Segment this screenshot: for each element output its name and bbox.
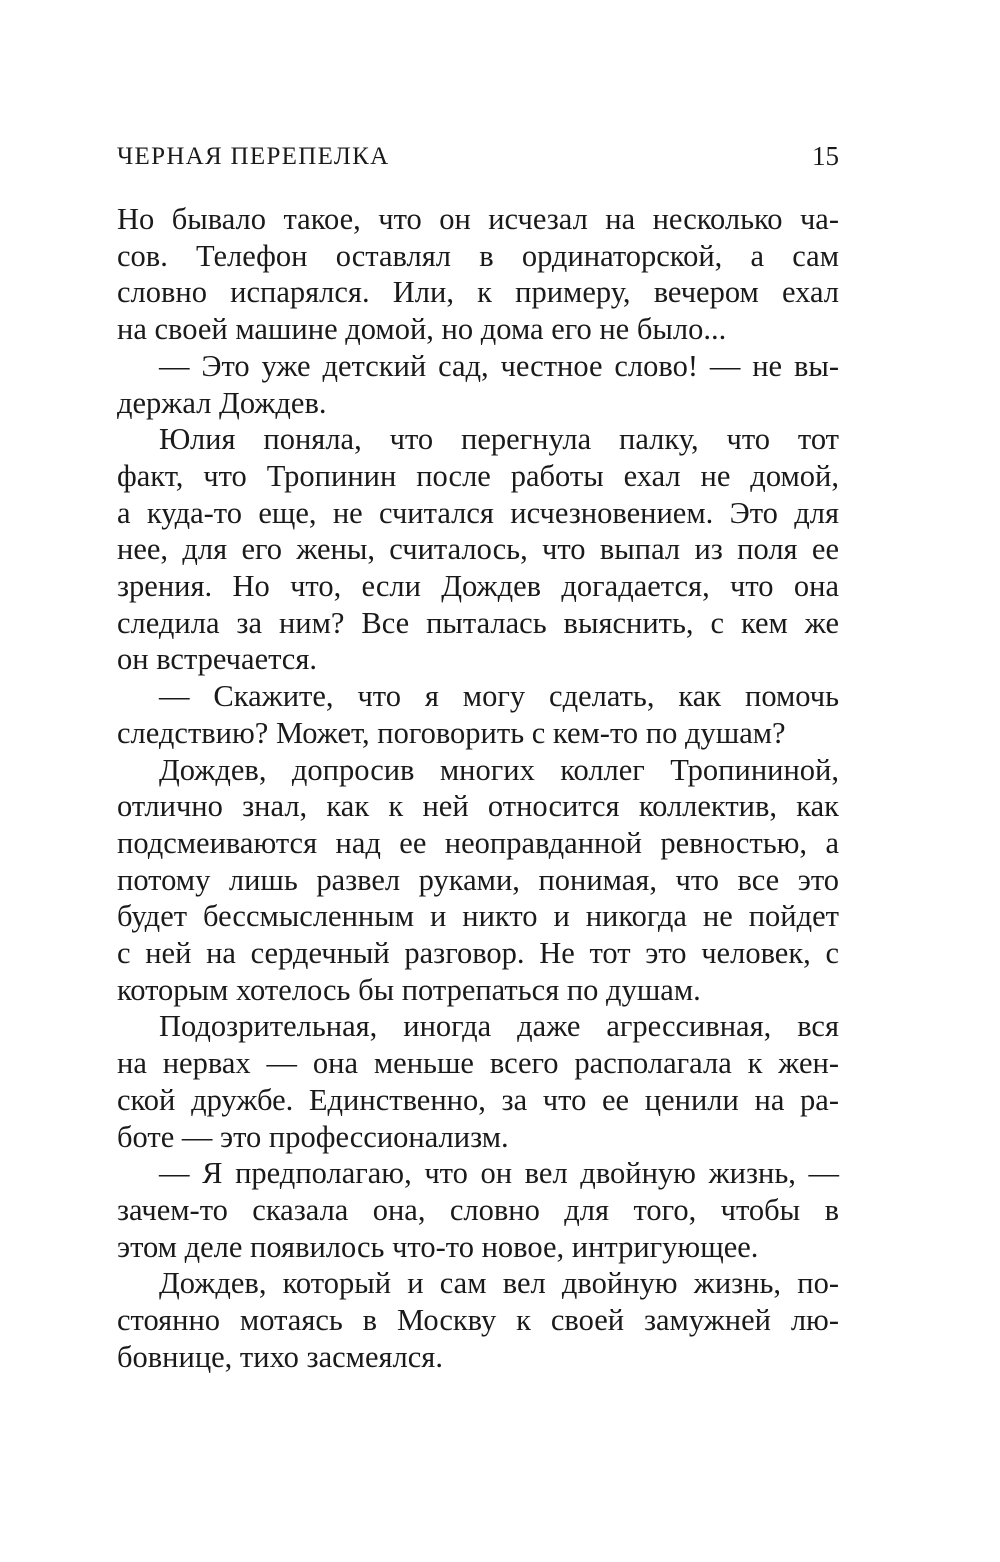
text-line: факт, что Тропинин после работы ехал не домой, bbox=[117, 458, 839, 493]
text-line: будет бессмысленным и никто и никогда не пойдет bbox=[117, 899, 839, 934]
text-line: сов. Телефон оставлял в ординаторской, а сам bbox=[117, 238, 839, 273]
text-line: словно испарялся. Или, к примеру, вечером ехал bbox=[117, 275, 839, 310]
text-line: отлично знал, как к ней относится коллектив, как bbox=[117, 789, 839, 824]
running-title: ЧЕРНАЯ ПЕРЕПЕЛКА bbox=[117, 143, 390, 170]
text-line: — Это уже детский сад, честное слово! — не вы- bbox=[159, 348, 839, 383]
text-line: ской дружбе. Единственно, за что ее ценили на ра- bbox=[117, 1082, 839, 1117]
text-line: — Скажите, что я могу сделать, как помочь bbox=[159, 679, 839, 714]
page-number: 15 bbox=[812, 141, 839, 171]
text-line: — Я предполагаю, что он вел двойную жизнь, — bbox=[159, 1156, 839, 1191]
text-line: следствию? Может, поговорить с кем-то по душам? bbox=[117, 715, 786, 750]
text-line: на нервах — она меньше всего располагала к жен- bbox=[117, 1046, 839, 1081]
text-line: Подозрительная, иногда даже агрессивная, вся bbox=[159, 1009, 839, 1044]
text-line: которым хотелось бы потрепаться по душам. bbox=[117, 972, 701, 1007]
text-line: боте — это профессионализм. bbox=[117, 1119, 509, 1154]
text-line: зрения. Но что, если Дождев догадается, что она bbox=[117, 569, 839, 604]
text-line: с ней на сердечный разговор. Не тот это человек, с bbox=[117, 936, 839, 971]
text-line: следила за ним? Все пыталась выяснить, с кем же bbox=[117, 605, 839, 640]
running-head bbox=[117, 135, 839, 183]
text-line: Дождев, допросив многих коллег Тропининой, bbox=[159, 752, 839, 787]
body-text bbox=[117, 201, 839, 1376]
text-line: Юлия поняла, что перегнула палку, что тот bbox=[159, 422, 839, 457]
text-line: зачем-то сказала она, словно для того, чтобы в bbox=[117, 1192, 839, 1227]
book-page bbox=[117, 135, 839, 1376]
text-line: этом деле появилось что-то новое, интригующее. bbox=[117, 1229, 759, 1264]
text-line: нее, для его жены, считалось, что выпал из поля ее bbox=[117, 532, 839, 567]
text-line: потому лишь развел руками, понимая, что все это bbox=[117, 862, 839, 897]
text-line: стоянно мотаясь в Москву к своей замужней лю- bbox=[117, 1303, 839, 1338]
text-line: бовнице, тихо засмеялся. bbox=[117, 1339, 443, 1374]
text-line: подсмеиваются над ее неоправданной ревностью, а bbox=[117, 825, 839, 860]
text-line: Дождев, который и сам вел двойную жизнь, по- bbox=[159, 1266, 839, 1301]
text-line: Но бывало такое, что он исчезал на несколько ча- bbox=[117, 202, 839, 236]
text-line: он встречается. bbox=[117, 642, 317, 677]
text-line: на своей машине домой, но дома его не было... bbox=[117, 312, 727, 347]
text-line: а куда-то еще, не считался исчезновением. Это для bbox=[117, 495, 839, 530]
text-line: держал Дождев. bbox=[117, 385, 327, 420]
